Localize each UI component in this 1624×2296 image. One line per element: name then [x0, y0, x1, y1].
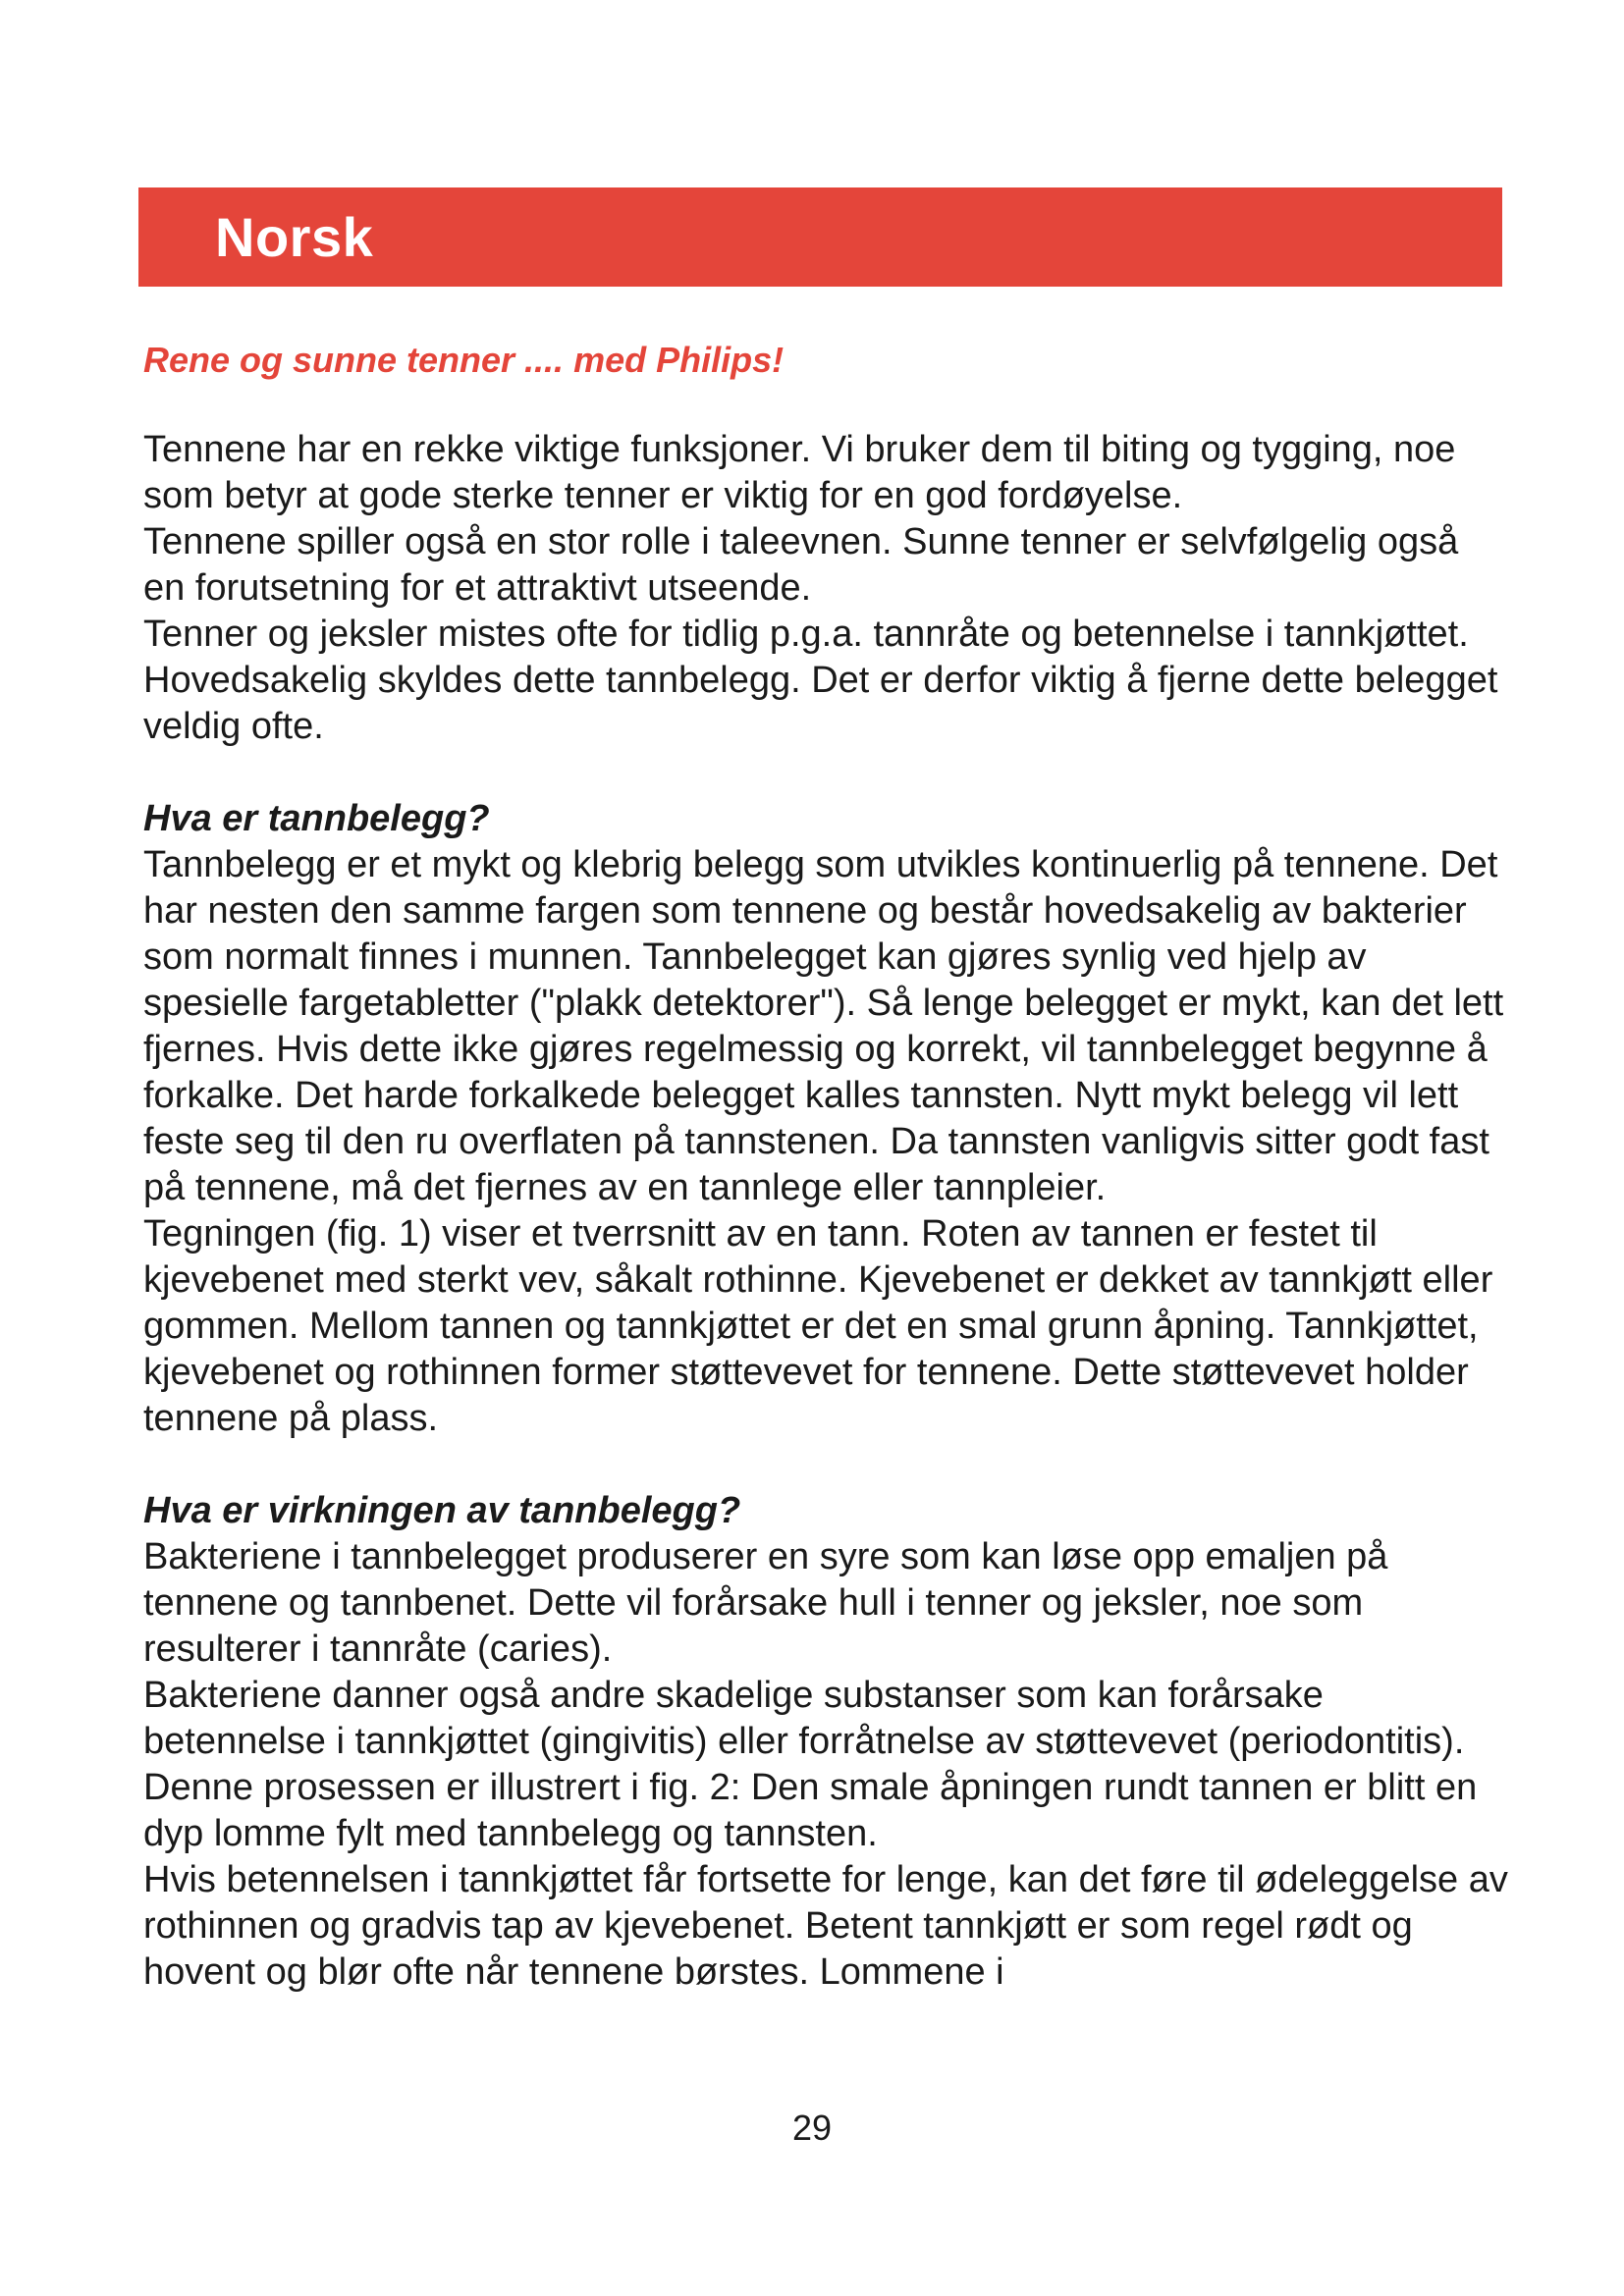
- section-paragraph: Bakteriene danner også andre skadelige substanser som kan forårsake betennelse i tannkjøttet (gingivitis) eller forråtnelse av støttevevet (periodontitis). Denne prosessen er illustrert i fig. 2: Den smale åpningen rundt tannen er blitt en dyp lomme fylt med tannbelegg og tannsten.: [143, 1675, 1478, 1854]
- subtitle: Rene og sunne tenner .... med Philips!: [143, 340, 785, 380]
- section-paragraph: Bakteriene i tannbelegget produserer en syre som kan løse opp emaljen på tennene og tannbenet. Dette vil forårsake hull i tenner og jeksler, noe som resulterer i tannråte (caries).: [143, 1536, 1388, 1670]
- page-number: 29: [791, 2108, 833, 2148]
- section-plaque: [143, 796, 1508, 1442]
- section-title: Norsk: [215, 206, 374, 268]
- section-plaque-effects: [143, 1488, 1508, 1996]
- intro-paragraph: Tennene har en rekke viktige funksjoner. Vi bruker dem til biting og tygging, noe som betyr at gode sterke tenner er viktig for en god fordøyelse.: [143, 429, 1456, 516]
- page-content: [143, 338, 1508, 1996]
- section-header-bar: [138, 187, 1502, 287]
- intro-paragraph: Tennene spiller også en stor rolle i taleevnen. Sunne tenner er selvfølgelig også en forutsetning for et attraktivt utseende.: [143, 521, 1459, 609]
- section-heading: Hva er virkningen av tannbelegg?: [143, 1490, 741, 1531]
- intro-block: [143, 427, 1508, 750]
- section-paragraph: Tannbelegg er et mykt og klebrig belegg som utvikles kontinuerlig på tennene. Det har nesten den samme fargen som tennene og består hovedsakelig av bakterier som normalt finnes i munnen. Tannbelegget kan gjøres synlig ved hjelp av spesielle fargetabletter ("plakk detektorer"). Så lenge belegget er mykt, kan det lett fjernes. Hvis dette ikke gjøres regelmessig og korrekt, vil tannbelegget begynne å forkalke. Det harde forkalkede belegget kalles tannsten. Nytt mykt belegg vil lett feste seg til den ru overflaten på tannstenen. Da tannsten vanligvis sitter godt fast på tennene, må det fjernes av en tannlege eller tannpleier.: [143, 844, 1504, 1208]
- section-heading: Hva er tannbelegg?: [143, 798, 490, 839]
- section-paragraph: Tegningen (fig. 1) viser et tverrsnitt av en tann. Roten av tannen er festet til kjevebenet med sterkt vev, såkalt rothinne. Kjevebenet er dekket av tannkjøtt eller gommen. Mellom tannen og tannkjøttet er det en smal grunn åpning. Tannkjøttet, kjevebenet og rothinnen former støttevevet for tennene. Dette støttevevet holder tennene på plass.: [143, 1213, 1493, 1439]
- intro-paragraph: Tenner og jeksler mistes ofte for tidlig p.g.a. tannråte og betennelse i tannkjøttet. Hovedsakelig skyldes dette tannbelegg. Det er derfor viktig å fjerne dette belegget veldig ofte.: [143, 614, 1498, 747]
- section-paragraph: Hvis betennelsen i tannkjøttet får fortsette for lenge, kan det føre til ødeleggelse av rothinnen og gradvis tap av kjevebenet. Betent tannkjøtt er som regel rødt og hovent og blør ofte når tennene børstes. Lommene i: [143, 1859, 1508, 1993]
